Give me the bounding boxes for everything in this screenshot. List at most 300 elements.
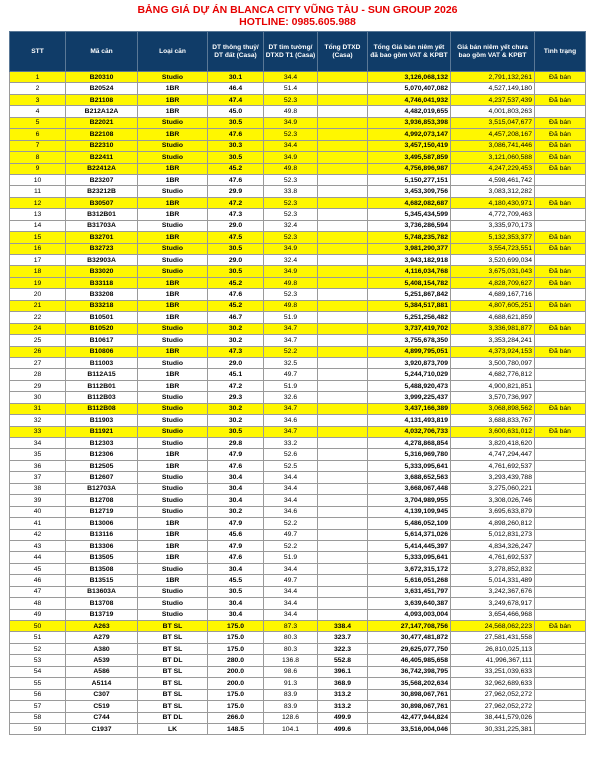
cell-net-area: 45.2: [208, 277, 264, 288]
cell-price-excl-vat: 4,834,326,247: [451, 540, 535, 551]
cell-status: [535, 186, 586, 197]
cell-stt: 20: [10, 289, 66, 300]
table-row: [10, 438, 586, 449]
cell-status: [535, 552, 586, 563]
cell-price-excl-vat: 3,275,060,221: [451, 483, 535, 494]
table-row: [10, 140, 586, 151]
cell-gross-area: 51.9: [264, 552, 318, 563]
cell-status: [535, 540, 586, 551]
cell-unit-code: C1937: [66, 723, 138, 734]
cell-net-area: 30.4: [208, 483, 264, 494]
cell-status: Đã bán: [535, 163, 586, 174]
cell-price-excl-vat: 3,353,284,241: [451, 335, 535, 346]
cell-gross-area: 34.7: [264, 323, 318, 334]
cell-stt: 57: [10, 701, 66, 712]
cell-stt: 39: [10, 495, 66, 506]
cell-unit-code: A263: [66, 621, 138, 632]
cell-unit-type: 1BR: [138, 106, 208, 117]
cell-unit-code: B112A15: [66, 369, 138, 380]
cell-stt: 56: [10, 689, 66, 700]
cell-status: [535, 380, 586, 391]
cell-net-area: 47.6: [208, 174, 264, 185]
cell-gross-area: 49.7: [264, 575, 318, 586]
cell-gross-area: 32.4: [264, 220, 318, 231]
cell-net-area: 47.6: [208, 460, 264, 471]
cell-net-area: 29.0: [208, 255, 264, 266]
table-row: [10, 346, 586, 357]
cell-price-incl-vat: 29,625,077,750: [368, 643, 451, 654]
cell-total-build-area: [318, 197, 368, 208]
cell-net-area: 30.1: [208, 72, 264, 83]
cell-status: [535, 518, 586, 529]
cell-price-incl-vat: 5,150,277,151: [368, 174, 451, 185]
cell-unit-type: Studio: [138, 186, 208, 197]
cell-gross-area: 51.4: [264, 83, 318, 94]
cell-price-excl-vat: 3,570,736,997: [451, 392, 535, 403]
cell-stt: 40: [10, 506, 66, 517]
cell-total-build-area: [318, 163, 368, 174]
cell-unit-type: 1BR: [138, 518, 208, 529]
cell-gross-area: 52.3: [264, 197, 318, 208]
cell-net-area: 45.1: [208, 369, 264, 380]
cell-total-build-area: [318, 415, 368, 426]
cell-total-build-area: [318, 243, 368, 254]
table-row: [10, 94, 586, 105]
table-row: [10, 312, 586, 323]
cell-unit-code: B13515: [66, 575, 138, 586]
cell-gross-area: 52.3: [264, 174, 318, 185]
cell-price-incl-vat: 3,688,652,563: [368, 472, 451, 483]
table-row: [10, 632, 586, 643]
table-row: [10, 220, 586, 231]
cell-stt: 22: [10, 312, 66, 323]
cell-unit-code: B312B01: [66, 209, 138, 220]
table-row: [10, 655, 586, 666]
cell-unit-code: A5114: [66, 678, 138, 689]
table-row: [10, 255, 586, 266]
cell-stt: 15: [10, 232, 66, 243]
cell-unit-type: 1BR: [138, 449, 208, 460]
cell-unit-code: B33020: [66, 266, 138, 277]
cell-net-area: 30.5: [208, 586, 264, 597]
cell-unit-code: B32723: [66, 243, 138, 254]
cell-net-area: 280.0: [208, 655, 264, 666]
col-header-gross-area: DT tim tường/ DTXD T1 (Casa): [264, 32, 318, 72]
cell-status: Đã bán: [535, 323, 586, 334]
cell-stt: 34: [10, 438, 66, 449]
cell-unit-code: B10520: [66, 323, 138, 334]
cell-net-area: 47.9: [208, 449, 264, 460]
table-row: [10, 277, 586, 288]
cell-price-excl-vat: 3,654,466,968: [451, 609, 535, 620]
cell-price-excl-vat: 4,761,692,537: [451, 460, 535, 471]
cell-total-build-area: [318, 106, 368, 117]
cell-price-incl-vat: 3,999,225,437: [368, 392, 451, 403]
cell-price-incl-vat: 3,126,068,132: [368, 72, 451, 83]
cell-price-excl-vat: 3,336,981,877: [451, 323, 535, 334]
cell-net-area: 30.5: [208, 426, 264, 437]
cell-gross-area: 52.3: [264, 232, 318, 243]
cell-net-area: 175.0: [208, 632, 264, 643]
cell-net-area: 29.0: [208, 357, 264, 368]
cell-status: Đã bán: [535, 140, 586, 151]
cell-stt: 47: [10, 586, 66, 597]
cell-status: [535, 106, 586, 117]
cell-price-excl-vat: 26,810,025,113: [451, 643, 535, 654]
cell-total-build-area: [318, 346, 368, 357]
cell-price-incl-vat: 4,482,019,655: [368, 106, 451, 117]
cell-price-excl-vat: 5,014,331,489: [451, 575, 535, 586]
cell-stt: 4: [10, 106, 66, 117]
cell-price-incl-vat: 5,488,920,473: [368, 380, 451, 391]
cell-price-excl-vat: 4,598,461,742: [451, 174, 535, 185]
cell-price-excl-vat: 4,682,776,812: [451, 369, 535, 380]
cell-unit-type: Studio: [138, 483, 208, 494]
cell-gross-area: 49.8: [264, 277, 318, 288]
cell-gross-area: 52.3: [264, 289, 318, 300]
cell-unit-type: Studio: [138, 438, 208, 449]
cell-net-area: 47.9: [208, 518, 264, 529]
cell-unit-code: B12708: [66, 495, 138, 506]
cell-unit-type: 1BR: [138, 129, 208, 140]
cell-total-build-area: [318, 552, 368, 563]
table-header-row: [10, 32, 586, 72]
cell-stt: 8: [10, 152, 66, 163]
cell-stt: 41: [10, 518, 66, 529]
cell-stt: 1: [10, 72, 66, 83]
cell-total-build-area: [318, 460, 368, 471]
cell-total-build-area: [318, 586, 368, 597]
cell-status: [535, 575, 586, 586]
cell-status: [535, 666, 586, 677]
cell-price-excl-vat: 4,898,260,812: [451, 518, 535, 529]
table-row: [10, 643, 586, 654]
table-row: [10, 243, 586, 254]
cell-status: Đã bán: [535, 232, 586, 243]
cell-total-build-area: [318, 438, 368, 449]
cell-unit-type: 1BR: [138, 289, 208, 300]
cell-net-area: 30.2: [208, 506, 264, 517]
cell-stt: 52: [10, 643, 66, 654]
cell-unit-type: Studio: [138, 266, 208, 277]
table-row: [10, 678, 586, 689]
cell-price-excl-vat: 3,688,833,767: [451, 415, 535, 426]
table-row: [10, 72, 586, 83]
cell-stt: 58: [10, 712, 66, 723]
table-row: [10, 129, 586, 140]
cell-net-area: 30.5: [208, 266, 264, 277]
cell-net-area: 47.3: [208, 209, 264, 220]
cell-price-incl-vat: 5,244,710,029: [368, 369, 451, 380]
cell-price-incl-vat: 3,457,150,419: [368, 140, 451, 151]
cell-gross-area: 91.3: [264, 678, 318, 689]
table-row: [10, 472, 586, 483]
cell-status: [535, 632, 586, 643]
cell-total-build-area: [318, 186, 368, 197]
cell-stt: 46: [10, 575, 66, 586]
cell-stt: 2: [10, 83, 66, 94]
table-row: [10, 701, 586, 712]
cell-price-incl-vat: 3,943,182,918: [368, 255, 451, 266]
cell-unit-code: B21108: [66, 94, 138, 105]
cell-status: Đã bán: [535, 129, 586, 140]
cell-net-area: 175.0: [208, 621, 264, 632]
cell-unit-code: C307: [66, 689, 138, 700]
col-header-stt: STT: [10, 32, 66, 72]
cell-price-excl-vat: 4,001,803,263: [451, 106, 535, 117]
table-row: [10, 712, 586, 723]
cell-net-area: 47.5: [208, 232, 264, 243]
cell-net-area: 45.2: [208, 300, 264, 311]
cell-price-excl-vat: 30,331,225,381: [451, 723, 535, 734]
cell-unit-code: B13116: [66, 529, 138, 540]
cell-price-incl-vat: 4,116,034,768: [368, 266, 451, 277]
cell-unit-code: B13306: [66, 540, 138, 551]
cell-unit-code: B23207: [66, 174, 138, 185]
table-row: [10, 540, 586, 551]
cell-unit-code: B33208: [66, 289, 138, 300]
table-row: [10, 518, 586, 529]
cell-price-excl-vat: 27,581,431,558: [451, 632, 535, 643]
cell-unit-code: B112B01: [66, 380, 138, 391]
cell-unit-code: B31703A: [66, 220, 138, 231]
cell-gross-area: 34.4: [264, 609, 318, 620]
cell-total-build-area: [318, 518, 368, 529]
cell-stt: 44: [10, 552, 66, 563]
cell-unit-code: B13006: [66, 518, 138, 529]
cell-total-build-area: [318, 289, 368, 300]
cell-price-incl-vat: 4,756,896,987: [368, 163, 451, 174]
cell-gross-area: 34.4: [264, 72, 318, 83]
cell-status: Đã bán: [535, 403, 586, 414]
cell-unit-type: BT SL: [138, 678, 208, 689]
cell-unit-type: BT DL: [138, 655, 208, 666]
cell-status: Đã bán: [535, 94, 586, 105]
cell-price-excl-vat: 3,293,439,788: [451, 472, 535, 483]
cell-price-incl-vat: 5,614,371,026: [368, 529, 451, 540]
table-row: [10, 152, 586, 163]
cell-price-excl-vat: 3,278,852,832: [451, 563, 535, 574]
cell-price-excl-vat: 4,689,167,716: [451, 289, 535, 300]
cell-status: [535, 586, 586, 597]
cell-price-excl-vat: 3,675,031,043: [451, 266, 535, 277]
cell-price-excl-vat: 2,791,132,261: [451, 72, 535, 83]
cell-status: Đã bán: [535, 300, 586, 311]
cell-unit-code: C744: [66, 712, 138, 723]
cell-stt: 26: [10, 346, 66, 357]
cell-net-area: 30.2: [208, 323, 264, 334]
cell-stt: 35: [10, 449, 66, 460]
cell-status: [535, 357, 586, 368]
cell-gross-area: 34.7: [264, 426, 318, 437]
cell-price-incl-vat: 5,333,095,641: [368, 552, 451, 563]
cell-price-excl-vat: 4,807,605,251: [451, 300, 535, 311]
table-row: [10, 106, 586, 117]
cell-gross-area: 33.8: [264, 186, 318, 197]
cell-price-incl-vat: 4,992,073,147: [368, 129, 451, 140]
cell-total-build-area: 322.3: [318, 643, 368, 654]
cell-status: [535, 483, 586, 494]
cell-gross-area: 34.4: [264, 495, 318, 506]
cell-stt: 7: [10, 140, 66, 151]
cell-stt: 6: [10, 129, 66, 140]
cell-unit-type: BT DL: [138, 712, 208, 723]
cell-unit-type: 1BR: [138, 529, 208, 540]
cell-total-build-area: 323.7: [318, 632, 368, 643]
cell-gross-area: 34.9: [264, 152, 318, 163]
table-row: [10, 609, 586, 620]
cell-status: [535, 220, 586, 231]
cell-total-build-area: [318, 575, 368, 586]
cell-gross-area: 49.8: [264, 106, 318, 117]
cell-price-excl-vat: 32,962,689,633: [451, 678, 535, 689]
table-row: [10, 266, 586, 277]
table-row: [10, 575, 586, 586]
cell-gross-area: 80.3: [264, 643, 318, 654]
cell-unit-code: B13505: [66, 552, 138, 563]
cell-stt: 28: [10, 369, 66, 380]
cell-unit-type: 1BR: [138, 312, 208, 323]
cell-unit-code: C519: [66, 701, 138, 712]
cell-net-area: 47.2: [208, 380, 264, 391]
cell-unit-type: Studio: [138, 426, 208, 437]
cell-total-build-area: 552.8: [318, 655, 368, 666]
cell-gross-area: 80.3: [264, 632, 318, 643]
cell-price-excl-vat: 4,180,430,971: [451, 197, 535, 208]
cell-price-excl-vat: 3,554,723,551: [451, 243, 535, 254]
cell-price-incl-vat: 3,453,309,756: [368, 186, 451, 197]
cell-unit-code: A586: [66, 666, 138, 677]
cell-price-excl-vat: 3,335,970,173: [451, 220, 535, 231]
cell-total-build-area: [318, 426, 368, 437]
cell-net-area: 200.0: [208, 666, 264, 677]
cell-unit-code: B22411: [66, 152, 138, 163]
cell-stt: 54: [10, 666, 66, 677]
cell-total-build-area: [318, 94, 368, 105]
cell-total-build-area: [318, 140, 368, 151]
cell-stt: 42: [10, 529, 66, 540]
cell-net-area: 45.2: [208, 163, 264, 174]
cell-net-area: 29.9: [208, 186, 264, 197]
cell-price-incl-vat: 46,405,985,658: [368, 655, 451, 666]
cell-unit-type: BT SL: [138, 643, 208, 654]
cell-net-area: 266.0: [208, 712, 264, 723]
cell-net-area: 30.2: [208, 335, 264, 346]
cell-total-build-area: [318, 277, 368, 288]
cell-total-build-area: [318, 357, 368, 368]
cell-net-area: 30.4: [208, 563, 264, 574]
cell-gross-area: 34.7: [264, 403, 318, 414]
cell-price-incl-vat: 3,668,067,448: [368, 483, 451, 494]
cell-status: [535, 655, 586, 666]
cell-price-excl-vat: 3,520,699,034: [451, 255, 535, 266]
cell-stt: 13: [10, 209, 66, 220]
cell-price-excl-vat: 3,249,678,917: [451, 598, 535, 609]
table-row: [10, 357, 586, 368]
cell-price-excl-vat: 33,251,039,633: [451, 666, 535, 677]
cell-unit-type: 1BR: [138, 552, 208, 563]
cell-unit-type: Studio: [138, 586, 208, 597]
table-row: [10, 369, 586, 380]
cell-unit-type: BT SL: [138, 701, 208, 712]
col-header-status: Tình trạng: [535, 32, 586, 72]
cell-unit-code: B22412A: [66, 163, 138, 174]
col-header-net-area: DT thông thuỷ/ DT đất (Casa): [208, 32, 264, 72]
cell-net-area: 148.5: [208, 723, 264, 734]
cell-status: [535, 449, 586, 460]
cell-status: [535, 438, 586, 449]
cell-price-incl-vat: 3,672,315,172: [368, 563, 451, 574]
cell-gross-area: 34.7: [264, 335, 318, 346]
table-row: [10, 163, 586, 174]
cell-price-excl-vat: 4,747,294,447: [451, 449, 535, 460]
cell-unit-type: Studio: [138, 598, 208, 609]
cell-total-build-area: [318, 174, 368, 185]
cell-gross-area: 52.3: [264, 209, 318, 220]
cell-price-excl-vat: 3,308,026,746: [451, 495, 535, 506]
cell-unit-type: Studio: [138, 140, 208, 151]
cell-stt: 36: [10, 460, 66, 471]
table-row: [10, 449, 586, 460]
table-body: [10, 72, 586, 735]
cell-gross-area: 34.4: [264, 140, 318, 151]
table-row: [10, 689, 586, 700]
cell-unit-code: B12303: [66, 438, 138, 449]
cell-net-area: 47.6: [208, 129, 264, 140]
cell-gross-area: 34.4: [264, 483, 318, 494]
cell-unit-code: A279: [66, 632, 138, 643]
cell-stt: 27: [10, 357, 66, 368]
cell-total-build-area: [318, 323, 368, 334]
cell-price-excl-vat: 4,761,692,537: [451, 552, 535, 563]
col-header-price-excl-vat: Giá bán niêm yết chưa bao gồm VAT & KPBT: [451, 32, 535, 72]
cell-total-build-area: [318, 300, 368, 311]
cell-price-excl-vat: 4,457,208,167: [451, 129, 535, 140]
cell-net-area: 175.0: [208, 689, 264, 700]
cell-status: [535, 174, 586, 185]
cell-stt: 3: [10, 94, 66, 105]
cell-unit-code: B12719: [66, 506, 138, 517]
cell-price-incl-vat: 3,639,640,387: [368, 598, 451, 609]
cell-total-build-area: 499.6: [318, 723, 368, 734]
cell-unit-code: B20524: [66, 83, 138, 94]
cell-status: [535, 609, 586, 620]
cell-status: Đã bán: [535, 72, 586, 83]
cell-total-build-area: [318, 255, 368, 266]
cell-stt: 49: [10, 609, 66, 620]
cell-status: [535, 289, 586, 300]
cell-status: [535, 529, 586, 540]
cell-unit-type: Studio: [138, 335, 208, 346]
cell-unit-code: B10806: [66, 346, 138, 357]
cell-total-build-area: 313.2: [318, 701, 368, 712]
cell-unit-code: B22310: [66, 140, 138, 151]
cell-stt: 18: [10, 266, 66, 277]
cell-price-incl-vat: 5,748,235,782: [368, 232, 451, 243]
cell-gross-area: 49.7: [264, 529, 318, 540]
cell-gross-area: 51.9: [264, 380, 318, 391]
cell-stt: 38: [10, 483, 66, 494]
cell-net-area: 30.4: [208, 598, 264, 609]
cell-unit-code: B12607: [66, 472, 138, 483]
cell-price-excl-vat: 27,962,052,272: [451, 701, 535, 712]
table-row: [10, 666, 586, 677]
cell-unit-code: B13719: [66, 609, 138, 620]
cell-net-area: 46.4: [208, 83, 264, 94]
cell-unit-code: B32701: [66, 232, 138, 243]
cell-unit-type: Studio: [138, 255, 208, 266]
cell-unit-code: B11903: [66, 415, 138, 426]
